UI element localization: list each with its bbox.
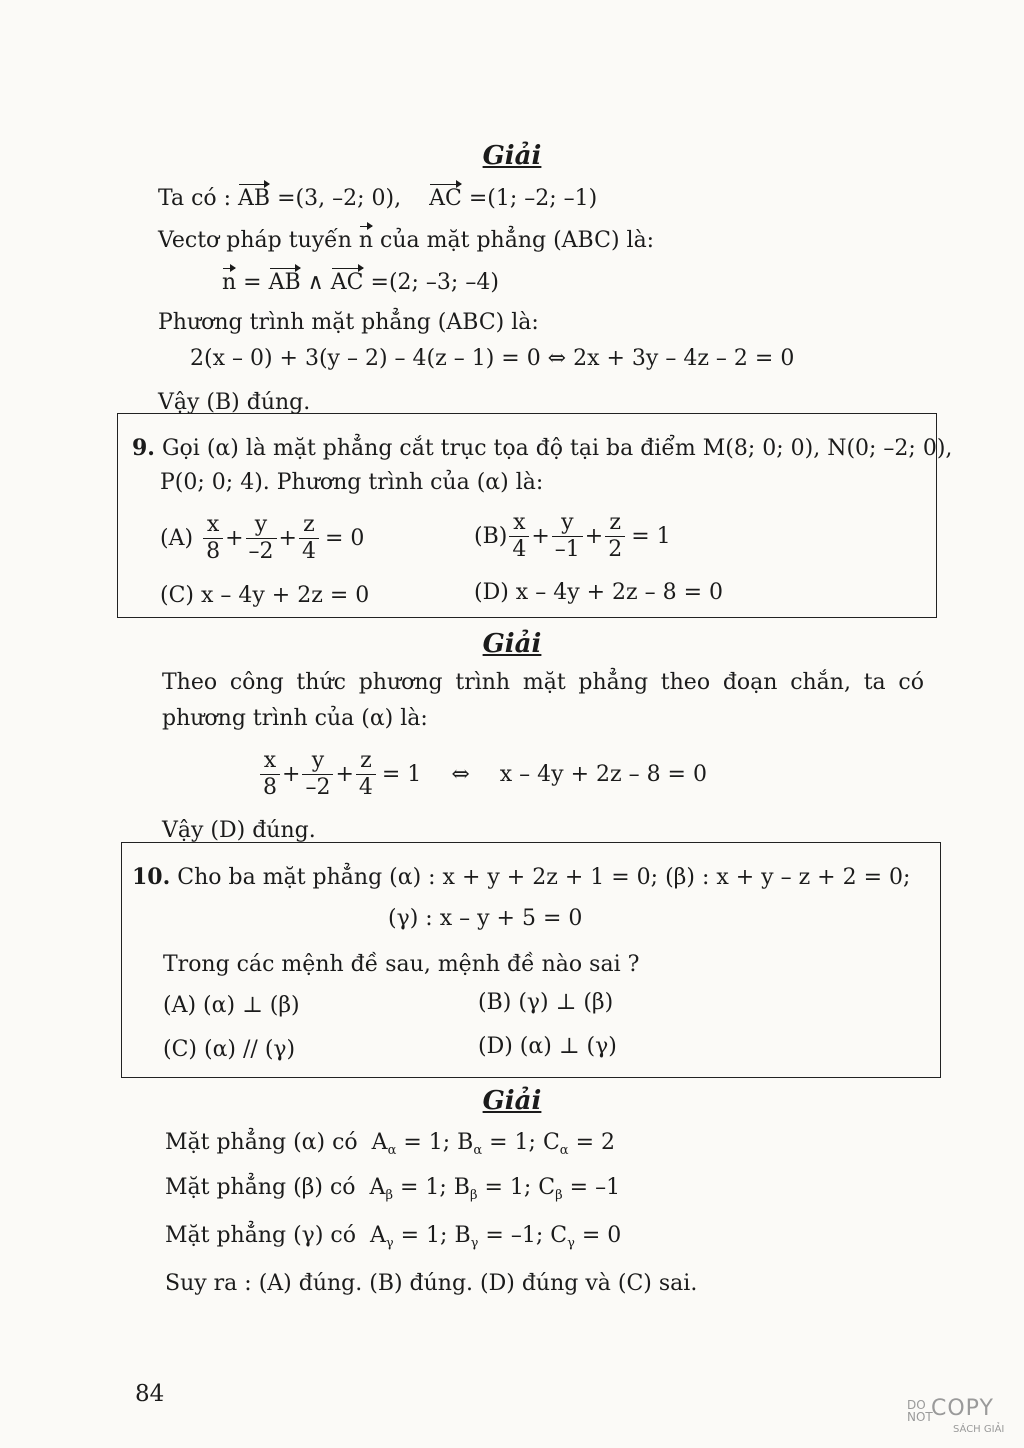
subscript: γ xyxy=(470,1236,479,1251)
option-d: (D) (α) ⊥ (γ) xyxy=(478,1034,617,1059)
coef: A xyxy=(369,1175,386,1200)
coef: B xyxy=(454,1223,471,1248)
page-number: 84 xyxy=(135,1381,165,1407)
conclusion-line: Vậy (B) đúng. xyxy=(158,390,311,415)
option-d: (D) x – 4y + 2z – 8 = 0 xyxy=(474,580,724,605)
vector-ab: AB xyxy=(238,186,271,211)
iff-symbol: ⇔ xyxy=(451,761,470,787)
solution-line: phương trình của (α) là: xyxy=(162,706,428,731)
question-10-text: Trong các mệnh đề sau, mệnh đề nào sai ? xyxy=(163,952,640,977)
option-c: (C) (α) // (γ) xyxy=(163,1037,296,1062)
vector-ac: AC xyxy=(330,270,364,295)
coef: B xyxy=(453,1175,470,1200)
question-10-text: (γ) : x – y + 5 = 0 xyxy=(388,906,583,931)
rhs: = 0 xyxy=(324,525,365,551)
text: Ta có : xyxy=(158,186,232,211)
solution-heading: Giải xyxy=(482,141,542,171)
coef: B xyxy=(457,1130,474,1155)
text: Vectơ pháp tuyến xyxy=(158,228,352,253)
fraction: $\frac{z}{4}$ xyxy=(356,748,376,802)
question-9-text xyxy=(132,437,952,460)
text: của mặt phẳng (ABC) là: xyxy=(380,228,655,253)
vector-value: =(2; –3; –4) xyxy=(370,270,499,295)
subscript: α xyxy=(387,1143,397,1158)
option-a: (A) (α) ⊥ (β) xyxy=(163,993,300,1018)
coef: A xyxy=(371,1130,388,1155)
vector-n: n xyxy=(222,270,237,295)
equation-line: 2(x – 0) + 3(y – 2) – 4(z – 1) = 0 ⇔ 2x + 3y – 4z – 2 = 0 xyxy=(190,346,795,371)
question-number: 10. xyxy=(132,864,171,890)
coef-value: = 0 xyxy=(574,1223,622,1248)
stamp-text: DO NOT xyxy=(907,1398,933,1424)
coef: C xyxy=(550,1223,568,1248)
subscript: γ xyxy=(385,1236,394,1251)
coef-value: = –1 xyxy=(562,1175,621,1200)
subscript: α xyxy=(559,1143,569,1158)
subscript: β xyxy=(469,1188,478,1203)
coef-value: = 2 xyxy=(568,1130,615,1155)
plus: + xyxy=(531,523,550,549)
subscript: α xyxy=(473,1143,483,1158)
rhs: = 1 xyxy=(381,761,422,787)
coef: C xyxy=(542,1130,560,1155)
vector-value: =(1; –2; –1) xyxy=(468,186,598,211)
question-10-text xyxy=(132,866,910,889)
fraction: $\frac{z}{4}$ xyxy=(299,512,319,566)
wedge-symbol: ∧ xyxy=(307,270,324,295)
subscript: γ xyxy=(567,1236,575,1251)
solution-line: Theo công thức phương trình mặt phẳng theo đoạn chắn, ta có xyxy=(162,670,924,695)
solution-line xyxy=(158,188,597,210)
text: = xyxy=(243,270,262,295)
plus: + xyxy=(278,525,297,551)
solution-line xyxy=(165,1225,621,1250)
conclusion-line: Suy ra : (A) đúng. (B) đúng. (D) đúng và (C) sai. xyxy=(165,1271,698,1296)
coef-value: = –1; xyxy=(478,1223,551,1248)
plus: + xyxy=(282,761,301,787)
plus: + xyxy=(584,523,604,549)
coef-value: = 1; xyxy=(392,1175,454,1200)
vector-ac: AC xyxy=(429,186,462,211)
option-label: (A) xyxy=(160,525,194,551)
fraction: $\frac{z}{2}$ xyxy=(605,510,625,564)
coef-value: = 1; xyxy=(393,1223,455,1248)
option-c: (C) x – 4y + 2z = 0 xyxy=(160,583,370,608)
text: Gọi (α) là mặt phẳng cắt trục tọa độ tại ba điểm M(8; 0; 0), N(0; –2; 0), xyxy=(161,436,953,461)
solution-line xyxy=(158,230,654,252)
equation: x – 4y + 2z – 8 = 0 xyxy=(499,761,707,787)
fraction: $\frac{y}{-2}$ xyxy=(302,748,333,802)
coef-value: = 1; xyxy=(396,1130,458,1155)
solution-line xyxy=(165,1132,615,1157)
fraction: $\frac{x}{8}$ xyxy=(203,512,223,566)
text: Mặt phẳng (γ) có xyxy=(165,1223,356,1248)
solution-heading: Giải xyxy=(482,1086,542,1116)
coef: C xyxy=(538,1175,556,1200)
fraction: $\frac{y}{-2}$ xyxy=(246,512,277,566)
coef-value: = 1; xyxy=(477,1175,539,1200)
plus: + xyxy=(225,525,244,551)
stamp-sach: SÁCH GIẢI xyxy=(953,1424,1005,1435)
vector-n: n xyxy=(358,228,374,253)
vector-value: =(3, –2; 0), xyxy=(277,186,402,211)
solution-line: Phương trình mặt phẳng (ABC) là: xyxy=(158,310,539,335)
solution-line xyxy=(165,1177,620,1202)
question-9-text: P(0; 0; 4). Phương trình của (α) là: xyxy=(160,470,544,495)
option-b: (B) (γ) ⊥ (β) xyxy=(478,990,614,1015)
watermark-stamp xyxy=(905,1396,1017,1440)
solution-line xyxy=(222,272,499,294)
stamp-copy: COPY xyxy=(931,1396,994,1421)
coef-value: = 1; xyxy=(482,1130,543,1155)
option-label: (B) xyxy=(474,523,508,549)
coef: A xyxy=(369,1223,386,1248)
rhs: = 1 xyxy=(631,523,671,549)
fraction: $\frac{x}{4}$ xyxy=(509,510,529,564)
fraction: $\frac{x}{8}$ xyxy=(260,748,280,802)
plus: + xyxy=(335,761,354,787)
text: Mặt phẳng (β) có xyxy=(165,1175,356,1200)
question-number: 9. xyxy=(132,435,155,461)
option-a xyxy=(160,512,364,566)
intercept-equation xyxy=(258,748,707,802)
solution-heading: Giải xyxy=(482,629,542,659)
subscript: β xyxy=(385,1188,393,1203)
option-b xyxy=(474,510,671,564)
fraction: $\frac{y}{-1}$ xyxy=(552,510,583,564)
subscript: β xyxy=(555,1188,563,1203)
text: Mặt phẳng (α) có xyxy=(165,1130,358,1155)
vector-ab: AB xyxy=(268,270,301,295)
conclusion-line: Vậy (D) đúng. xyxy=(162,818,316,843)
text: Cho ba mặt phẳng (α) : x + y + 2z + 1 = 0; (β) : x + y – z + 2 = 0; xyxy=(177,865,911,890)
